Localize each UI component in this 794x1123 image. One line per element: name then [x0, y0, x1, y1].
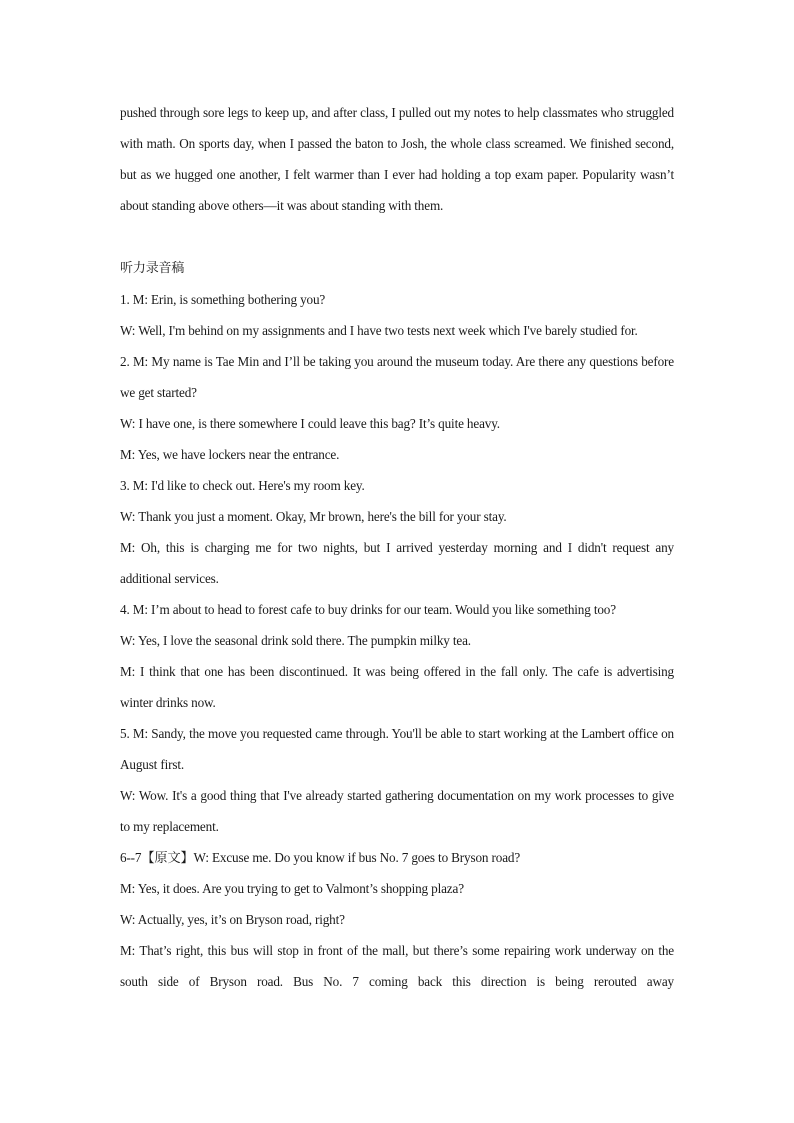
- transcript-line: M: That’s right, this bus will stop in front of the mall, but there’s some repairing work underway on the south side of Bryson road. Bus No. 7 coming back this direction is being rerouted away: [120, 943, 674, 989]
- transcript-line: M: Oh, this is charging me for two nights, but I arrived yesterday morning and I didn't request any additional services.: [120, 540, 674, 586]
- transcript-line: W: Well, I'm behind on my assignments and I have two tests next week which I've barely studied for.: [120, 323, 638, 338]
- transcript: [120, 284, 674, 997]
- transcript-line: 4. M: I’m about to head to forest cafe to buy drinks for our team. Would you like something too?: [120, 602, 616, 617]
- document-body: [120, 97, 674, 997]
- transcript-line: M: I think that one has been discontinued. It was being offered in the fall only. The cafe is advertising winter drinks now.: [120, 664, 674, 710]
- transcript-line: W: Actually, yes, it’s on Bryson road, right?: [120, 912, 345, 927]
- section-spacer: [120, 221, 674, 253]
- transcript-line: 6--7【原文】W: Excuse me. Do you know if bus No. 7 goes to Bryson road?: [120, 850, 521, 865]
- transcript-line: M: Yes, it does. Are you trying to get to Valmont’s shopping plaza?: [120, 881, 464, 896]
- transcript-line: W: Thank you just a moment. Okay, Mr brown, here's the bill for your stay.: [120, 509, 507, 524]
- intro-paragraph: pushed through sore legs to keep up, and after class, I pulled out my notes to help classmates who struggled with math. On sports day, when I passed the baton to Josh, the whole class screamed. We finished second, but as we hugged one another, I felt warmer than I ever had holding a top exam paper. Popularity wasn’t about standing above others—it was about standing with them.: [120, 105, 674, 213]
- transcript-line: 5. M: Sandy, the move you requested came through. You'll be able to start working at the Lambert office on August first.: [120, 726, 674, 772]
- transcript-line: 2. M: My name is Tae Min and I’ll be taking you around the museum today. Are there any questions before we get started?: [120, 354, 674, 400]
- transcript-line: 1. M: Erin, is something bothering you?: [120, 292, 326, 307]
- section-heading: 听力录音稿: [120, 261, 185, 276]
- transcript-line: W: Yes, I love the seasonal drink sold there. The pumpkin milky tea.: [120, 633, 471, 648]
- transcript-line: M: Yes, we have lockers near the entrance.: [120, 447, 340, 462]
- transcript-line: W: I have one, is there somewhere I could leave this bag? It’s quite heavy.: [120, 416, 500, 431]
- transcript-line: W: Wow. It's a good thing that I've already started gathering documentation on my work processes to give to my replacement.: [120, 788, 674, 834]
- transcript-line: 3. M: I'd like to check out. Here's my room key.: [120, 478, 365, 493]
